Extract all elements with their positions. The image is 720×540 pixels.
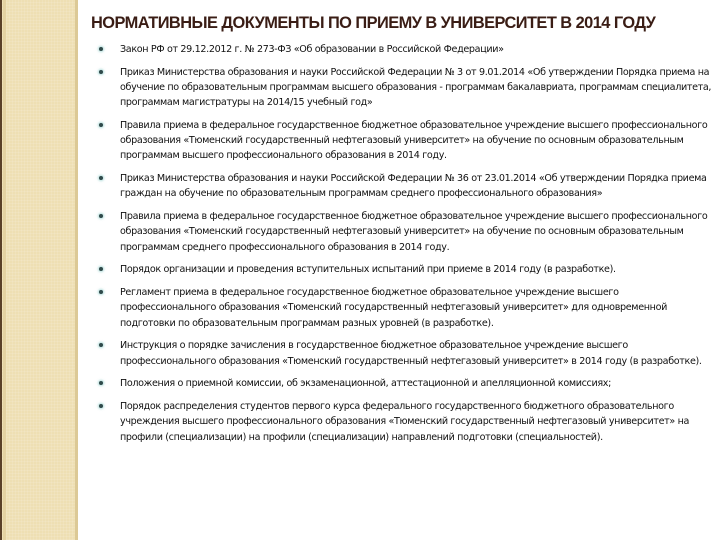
document-list [96, 42, 716, 452]
bullet-dot-icon [99, 70, 103, 74]
list-item [96, 171, 716, 201]
list-item [96, 262, 716, 277]
slide-title: НОРМАТИВНЫЕ ДОКУМЕНТЫ ПО ПРИЕМУ В УНИВЕРСИТЕТ В 2014 ГОДУ [91, 14, 656, 32]
list-item-text: Закон РФ от 29.12.2012 г. № 273-ФЗ «Об образовании в Российской Федерации» [120, 44, 504, 55]
list-item [96, 338, 716, 368]
list-item [96, 376, 716, 391]
list-item-text: Порядок распределения студентов первого курса федерального государственного бюджетного образовательного учреждения высшего профессионального образования «Тюменский государственный нефтегазовый университет» на профили (специализации) на профили (специализации) направлений подготовки (специальностей). [120, 401, 690, 443]
list-item [96, 209, 716, 255]
list-item-text: Правила приема в федеральное государственное бюджетное образовательное учреждение высшего профессионального образования «Тюменский государственный нефтегазовый университет» на обучение по основным образовательным программам среднего профессионального образования в 2014 году. [120, 211, 708, 253]
bullet-dot-icon [99, 404, 103, 408]
side-panel-inner-stripe [3, 0, 6, 540]
list-item-text: Правила приема в федеральное государственное бюджетное образовательное учреждение высшего профессионального образования «Тюменский государственный нефтегазовый университет» на обучение по основным образовательным программам высшего профессионального образования в 2014 году. [120, 120, 708, 162]
list-item [96, 399, 716, 445]
bullet-dot-icon [99, 47, 103, 51]
bullet-dot-icon [99, 267, 103, 271]
list-item [96, 42, 716, 57]
list-item-text: Приказ Министерства образования и науки Российской Федерации № 36 от 23.01.2014 «Об утверждении Порядка приема граждан на обучение по образовательным программам среднего профессионального образования» [120, 173, 707, 200]
side-panel-left-edge [0, 0, 2, 540]
list-item-text: Регламент приема в федеральное государственное бюджетное образовательное учреждение высшего профессионального образования «Тюменский государственный нефтегазовый университет» для одновременной подготовки по образовательным программам разных уровней (в разработке). [120, 287, 667, 329]
list-item-text: Порядок организации и проведения вступительных испытаний при приеме в 2014 году (в разработке). [120, 264, 616, 276]
list-item [96, 285, 716, 331]
list-item [96, 118, 716, 164]
bullet-dot-icon [99, 290, 103, 294]
bullet-dot-icon [99, 381, 103, 385]
decorative-side-panel [0, 0, 78, 540]
list-item-text: Положения о приемной комиссии, об экзаменационной, аттестационной и апелляционной комиссиях; [120, 378, 611, 390]
list-item-text: Инструкция о порядке зачисления в государственное бюджетное образовательное учреждение высшего профессионального образования «Тюменский государственный нефтегазовый университет» в 2014 году (в разработке). [120, 340, 702, 367]
bullet-dot-icon [99, 343, 103, 347]
bullet-dot-icon [99, 123, 103, 127]
list-item [96, 65, 716, 111]
list-item-text: Приказ Министерства образования и науки Российской Федерации № 3 от 9.01.2014 «Об утверждении Порядка приема на обучение по образовательным программам высшего образования - программам бакалавриата, программам специалитета, программам магистратуры на 2014/15 учебный год» [120, 66, 712, 109]
side-panel-right-edge [75, 0, 78, 540]
bullet-dot-icon [99, 214, 103, 218]
bullet-dot-icon [99, 176, 103, 180]
